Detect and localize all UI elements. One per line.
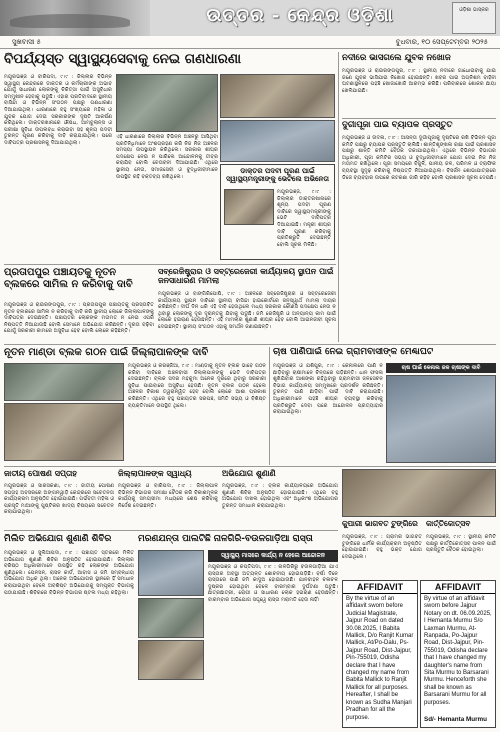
section-title: ଉତ୍ତର - କେନ୍ଦ୍ର ଓଡ଼ିଶା <box>206 5 394 26</box>
masthead <box>0 0 500 36</box>
article-body: ମୟୂରଭଞ୍ଜ ଓ ଉଦଳା, ୯।୯ : ଆସନ୍ତା ଦୁର୍ଗାପୂଜାକୁ ଦୃଷ୍ଟିରେ ରଖି ବିଭିନ୍ନ ପୂଜା କମିଟି ପକ୍ଷରୁ ବ୍ୟାପକ ପ୍ରସ୍ତୁତି ଚାଲିଛି। ଶାନ୍ତିଶୃଙ୍ଖଳା ରକ୍ଷା ପାଇଁ ପ୍ରଶାସନ ପକ୍ଷରୁ ଶାନ୍ତି କମିଟି ବୈଠକ ଡକାଯାଇଥିଲା। ଏଥିରେ ବିଭିନ୍ନ ବିଭାଗର ଅଧିକାରୀ, ପୂଜା କମିଟିର ସଭ୍ୟ ଓ ବୁଦ୍ଧିଜୀବୀମାନେ ଯୋଗ ଦେଇ ନିଜ ନିଜ ମତାମତ ରଖିଥିଲେ। ପୂଜା ସମୟରେ ବିଜୁଳି, ପାନୀୟ ଜଳ, ପରିମଳ ଓ ଟ୍ରାଫିକ ବ୍ୟବସ୍ଥା ସୁଦୃଢ଼ କରିବାକୁ ନିଷ୍ପତ୍ତି ନିଆଯାଇଥିଲା। ବିସର୍ଜନ ଶୋଭାଯାତ୍ରାରେ ଡିଜେ ବ୍ୟବହାର ଉପରେ କଟକଣା ଜାରି ରହିବ ବୋଲି ପ୍ରଶାସନ ସୂଚନା ଦେଇଛି। <box>342 135 496 181</box>
article-photo <box>116 74 218 132</box>
article-headline: ଅଭିଯୋଗ ଶୁଣାଣି <box>222 469 276 478</box>
affidavit-body: By virtue of an affidavit sworn before Jajpur Notary on dt. 06.09.2025, I Hemanta Murmu S/o Laxman Murmu, At-Ranpada, Po-Jajpur Road, Dist-Jajpur, Pin-755019, Odisha declare that I have changed my daughter's name from Sita Murmu to Barsarani Murmu. Henceforth she shall be known as Barsarani Murmu for all purposes. <box>424 596 492 706</box>
article-headline: ଚାଷ ପାଣିପାଇଁ ନେଇ ଗ୍ରାମବାସୀଙ୍କ ମେଣ୍ଢାଘଟ <box>273 347 434 357</box>
article-body: ମୟୂରଭଞ୍ଜ ଓ କପ୍ତିପଦା, ୯।୯ : ନାଳଗିରିରୁ ବଉଳଗାଡ଼ିଆ ଯାଏ ରାସ୍ତାର ଅବସ୍ଥା ଅତ୍ୟନ୍ତ ଶୋଚନୀୟ ହୋଇପଡ଼ିଛି। ବର୍ଷା ଦିନେ ରାସ୍ତାରେ ପାଣି ଜମି କାଦୁଅ ହୋଇଯାଉଛି। ଯାନବାହନ ଚଳାଚଳ ଦୁଷ୍କର ହୋଇଥିବା ବେଳେ ବାରମ୍ବାର ଦୁର୍ଘଟଣା ଘଟୁଛି। ଛାତ୍ରଛାତ୍ରୀ, ରୋଗୀ ଓ ସାଧାରଣ ଲୋକ ହଇରାଣ ହେଉଛନ୍ତି। ବାରମ୍ବାର ଅଭିଯୋଗ ସତ୍ତ୍ୱେ ରାସ୍ତା ମରାମତି ହେଉ ନାହିଁ। <box>208 564 338 603</box>
article-photo <box>220 74 335 118</box>
sub-article-body: ମୟୂରଭଞ୍ଜ, ୯।୯ : ଜିଲ୍ଲାର ଡାକ୍ତରଖାନାରେ ଶୂନ୍ୟ ପଦବୀ ପୂରଣ ଦାବିରେ ସ୍ୱାସ୍ଥ୍ୟମନ୍ତ୍ରୀଙ୍କୁ ଭେଟି ଦାବିପତ୍ର ଦିଆଯାଇଛି। ମନ୍ତ୍ରୀ ଶୀଘ୍ର ଦାବି ପୂରଣ କରିବାକୁ ପ୍ରତିଶ୍ରୁତି ଦେଇଛନ୍ତି ବୋଲି ସୂଚନା ମିଳିଛି। <box>277 189 331 248</box>
article-headline: ମରଣଯନ୍ତା ପାଲଟିଛି ନାଳଗିରି-ବଉଳଗାଡ଼ିଆ ରାସ୍ତା <box>138 534 313 544</box>
article-headline: ଜିଲ୍ଲାପାଳଙ୍କ ସ୍ୱାଧ୍ୟ <box>118 469 192 478</box>
newspaper-logo: ଓଡ଼ିଶା ଭାସ୍କର <box>452 2 496 34</box>
affidavit-signature: Sd/- Hemanta Murmu <box>424 716 487 723</box>
issue-date: ବୁଧବାର, ୧୦ ସେପ୍ଟେମ୍ବର ୨୦୨୫ <box>395 38 488 46</box>
article-banner: ସ୍ୱାସ୍ଥ୍ୟ ମାସରେ କାର୍ଯ୍ୟ ନ ହେଲେ ଆନ୍ଦୋଳନ <box>208 550 338 562</box>
article-body: ମୟୂରଭଞ୍ଜ ଓ ଯଶିପୁର, ୯।୯ : କେନାଲରେ ପାଣି ନ ଛାଡ଼ିବାରୁ ଚାଷୀମାନେ ଚିନ୍ତାରେ ପଡ଼ିଛନ୍ତି। ଧାନ ଫସଲ ଶୁଖିଯିବାର ଆଶଙ୍କା ରହିଥିବାରୁ ଗ୍ରାମବାସୀ ଜଳସେଚନ ବିଭାଗ କାର୍ଯ୍ୟାଳୟ ସମ୍ମୁଖରେ ପ୍ରଦର୍ଶନ କରିଛନ୍ତି। ତୁରନ୍ତ ପାଣି ଛାଡ଼ିବା ପାଇଁ ଦାବି କରାଯାଇଛି। ଅଧିକାରୀମାନେ ପହଞ୍ଚି ଶୀଘ୍ର ବ୍ୟବସ୍ଥା କରିବାକୁ ପ୍ରତିଶ୍ରୁତି ଦେବା ପରେ ଆନ୍ଦୋଳନ ପ୍ରତ୍ୟାହାର କରାଯାଇଥିଲା। <box>273 363 383 416</box>
article-body: ଏହି ଧାରଣାରେ ଜିଲ୍ଲାର ବିଭିନ୍ନ ଅଞ୍ଚଳରୁ ଆସିଥିବା ପ୍ରତିନିଧିମାନେ ଅଂଶଗ୍ରହଣ କରି ନିଜ ନିଜ ଅଞ୍ଚଳର ସମସ୍ୟା ଉପସ୍ଥାପନ କରିଥିଲେ। ସରକାର ଶୀଘ୍ର ପଦକ୍ଷେପ ନେଇ ନ ପାରିଲେ ଆନ୍ଦୋଳନକୁ ତୀବ୍ର କରାଯିବ ବୋଲି ଚେତାବନୀ ଦିଆଯାଇଛି। ଏଥିରେ ସ୍ଥାନୀୟ ନେତା, ସମାଜସେବୀ ଓ ବୁଦ୍ଧିଜୀବୀମାନେ ଉପସ୍ଥିତ ରହି ବକ୍ତବ୍ୟ ରଖିଥିଲେ। <box>116 134 218 180</box>
article-headline: ପ୍ରତାପପୁର ପଞ୍ଚାୟତକୁ ନୂତନ ବ୍ଲକରେ ସାମିଲ ନ କରିବାକୁ ଦାବି <box>4 267 133 290</box>
article-photo <box>138 598 204 638</box>
article-headline: କୁପାରୀ ଭାଗବତ ଟୁଙ୍ଗିରେ <box>342 520 418 528</box>
article-body: ମୟୂରଭଞ୍ଜ ଓ କରଞ୍ଜିଆ, ୯।୯ : ମାଣ୍ଡାକୁ ନୂତନ ବ୍ଲକ ଭାବେ ଗଠନ କରିବା ଦାବିରେ ଅଞ୍ଚଳବାସୀ ଜିଲ୍ଲାପାଳଙ୍କୁ ଭେଟି ଦାବିପତ୍ର ଦେଇଛନ୍ତି। ବ୍ଲକ ସଦର ମହକୁମା ଅନେକ ଦୂରରେ ଥିବାରୁ ସରକାରୀ ସୁବିଧା ପାଇବାରେ ଅସୁବିଧା ହେଉଛି। ନୂତନ ବ୍ଲକ ଗଠନ ହେଲେ ଅଞ୍ଚଳର ବିକାଶ ତ୍ୱରାନ୍ୱିତ ହେବ ବୋଲି ଲୋକେ ଆଶା ପ୍ରକାଶ କରିଛନ୍ତି। ଏଥିରେ ବହୁ ପଞ୍ଚାୟତର ସରପଞ୍ଚ, ସମିତି ସଭ୍ୟ ଓ ବିଶିଷ୍ଟ ବ୍ୟକ୍ତିମାନେ ଉପସ୍ଥିତ ଥିଲେ। <box>128 363 266 409</box>
affidavit-body: By the virtue of an affidavit sworn before Judicial Magistrate, Jajpur Road on dated 30.08.2025, I Babita Mallick, D/o Ranjit Kumar Mallick, At/Po-Dalu, Ps-Jajpur Road, Dist-Jajpur, Pin-755019, Odisha declare that I have changed my name from Babita Mallick to Ranjit Mallick for all purposes. Hereafter, I shall be known as Sudha Manjari Pradhan for all the purpose. <box>346 596 414 721</box>
masthead-photo-detail <box>10 14 130 28</box>
article-body: ମୟୂରଭଞ୍ଜ ଓ ରାଇରଙ୍ଗପୁର, ୯।୯ : ପ୍ରତାପପୁର ପଞ୍ଚାୟତକୁ ପ୍ରସ୍ତାବିତ ନୂତନ ବ୍ଲକରେ ସାମିଲ ନ କରିବାକୁ ଦାବି କରି ସ୍ଥାନୀୟ ଲୋକେ ଜିଲ୍ଲାପାଳଙ୍କୁ ଦାବିପତ୍ର ଦେଇଛନ୍ତି। ପଞ୍ଚାୟତର ଲୋକଙ୍କ ମତାମତ ନ ନେଇ ଏପରି ନିଷ୍ପତ୍ତି ନିଆଯାଉଛି ବୋଲି ସେମାନେ ଅଭିଯୋଗ କରିଛନ୍ତି। ଦୂରତା ବଢ଼ିବା ଯୋଗୁଁ ସରକାରୀ କାମରେ ଅସୁବିଧା ହେବ ବୋଲି ଲୋକେ କହିଛନ୍ତି। <box>4 302 154 335</box>
article-photo <box>220 120 335 162</box>
affidavit-box <box>420 580 496 728</box>
article-body: ମୟୂରଭଞ୍ଜ, ୯।୯ : ସ୍ଥାନୀୟ କମିଟି ପକ୍ଷରୁ କାର୍ତ୍ତିକୋତ୍ସବ ପାଳନ ପାଇଁ ପ୍ରସ୍ତୁତି ବୈଠକ ହୋଇଥିଲା। <box>426 534 496 554</box>
article-headline: ଦୁର୍ଗାପୂଜା ପାଇଁ ବ୍ୟାପକ ପ୍ରସ୍ତୁତି <box>342 121 453 130</box>
article-headline: ନୂତନ ମାଣ୍ଡା ବ୍ଲକ ଗଠନ ପାଇଁ ଜିଲ୍ଲାପାଳଙ୍କ ଦାବି <box>4 347 209 358</box>
article-photo <box>4 363 124 401</box>
sub-article-headline: ଡାକ୍ତର ପଦବୀ ପୂରଣ ପାଇଁ ସ୍ୱାସ୍ଥ୍ୟମନ୍ତ୍ରୀଙ୍କୁ ଭେଟିଲେ ଅଭିନେତା <box>226 167 329 184</box>
article-headline: ସବ୍‌ରେଜିଷ୍ଟ୍ରାର ଓ ସବ୍‌ଟ୍ରେଜେରୀ କାର୍ଯ୍ୟାଳୟ ସ୍ଥାପନ ପାଇଁ ଜନସାଧାରଣ ମାମଲା <box>158 267 334 286</box>
article-headline: କାର୍ତ୍ତିକୋତ୍ସବ <box>426 520 471 528</box>
article-photo <box>342 469 496 517</box>
article-body: ମୟୂରଭଞ୍ଜ, ୯।୯ : ଗ୍ରାମର ଭାଗବତ ଟୁଙ୍ଗିରେ ଧାର୍ମିକ କାର୍ଯ୍ୟକ୍ରମ ଅନୁଷ୍ଠିତ ହୋଇଯାଇଛି। ବହୁ ଭକ୍ତ ଯୋଗ ଦେଇଥିଲେ। <box>342 534 422 560</box>
column-rule <box>269 347 270 465</box>
article-body: ମୟୂରଭଞ୍ଜ ଓ ସାରସକଣା, ୯।୯ : ଜାତୀୟ ପୋଷଣ ସପ୍ତାହ ଅବସରରେ ଅଙ୍ଗନୱାଡ଼ି କେନ୍ଦ୍ରରେ ସଚେତନତା କାର୍ଯ୍ୟକ୍ରମ ଅନୁଷ୍ଠିତ ହୋଇଯାଇଛି। ଗର୍ଭବତୀ ମହିଳା ଓ ପ୍ରସୂତି ମାଆଙ୍କୁ ପୁଷ୍ଟିକର ଖାଦ୍ୟ ବିଷୟରେ ସଚେତନ କରାଯାଇଥିଲା। <box>4 483 114 516</box>
article-body: ମୟୂରଭଞ୍ଜ ଓ ବାରିପଦା, ୯।୯ : ଜିଲ୍ଲାର ବିଭିନ୍ନ ସ୍ୱାସ୍ଥ୍ୟ କେନ୍ଦ୍ରରେ ଡାକ୍ତର ଓ କର୍ମଚାରୀଙ୍କ ଅଭାବ ଯୋଗୁଁ ସାଧାରଣ ଲୋକଙ୍କୁ ଚିକିତ୍ସା ପାଇଁ ଅସୁବିଧାର ସମ୍ମୁଖୀନ ହେବାକୁ ପଡୁଛି। ଏହାର ପ୍ରତିବାଦରେ ସ୍ଥାନୀୟ ବାସିନ୍ଦା ଓ ବିଭିନ୍ନ ସଂଗଠନ ପକ୍ଷରୁ ଗଣଧାରଣା ଦିଆଯାଇଥିଲା। ଧାରଣାରେ ବହୁ ସଂଖ୍ୟାରେ ମହିଳା ଓ ଯୁବକ ଯୋଗ ଦେଇ ସରକାରଙ୍କ ଦୃଷ୍ଟି ଆକର୍ଷଣ କରିଥିଲେ। ଡାକ୍ତରଖାନାରେ ଔଷଧ, ଆମ୍ବୁଲାନ୍ସ ଓ ପରୀକ୍ଷା ସୁବିଧା ଉପଲବ୍ଧ କରାଇବା ସହ ଶୂନ୍ୟ ପଦବୀ ତୁରନ୍ତ ପୂରଣ କରିବାକୁ ଦାବି କରାଯାଇଥିଲା। ପରେ ଦାବିପତ୍ର ପ୍ରଶାସନକୁ ଦିଆଯାଇଥିଲା। <box>4 74 112 146</box>
article-body: ମୟୂରଭଞ୍ଜ ଓ ବାରିପଦା, ୯।୯ : ଜିଲ୍ଲାପାଳ ବିଭିନ୍ନ ବିଭାଗର ସମୀକ୍ଷା ବୈଠକ କରି ବିକାଶମୂଳକ କାର୍ଯ୍ୟକୁ ସମୟସୀମା ମଧ୍ୟରେ ଶେଷ କରିବାକୁ ନିର୍ଦ୍ଦେଶ ଦେଇଛନ୍ତି। <box>118 483 218 509</box>
article-body: ମୟୂରଭଞ୍ଜ ଓ ବାଙ୍ଗିରିପୋଷି, ୯।୯ : ଅଞ୍ଚଳରେ ସବ୍‌ରେଜିଷ୍ଟ୍ରାର ଓ ସବ୍‌ଟ୍ରେଜେରୀ କାର୍ଯ୍ୟାଳୟ ସ୍ଥାପନ ଦାବିରେ ସ୍ଥାନୀୟ ବାସିନ୍ଦା ହାଇକୋର୍ଟରେ ଜନସ୍ୱାର୍ଥ ମାମଲା ଦାୟର କରିଛନ୍ତି। ଦୀର୍ଘ ଦିନ ଧରି ଏହି ଦାବି ହେଉଥିଲେ ମଧ୍ୟ ସରକାର କୌଣସି ପଦକ୍ଷେପ ନେଉ ନ ଥିବାରୁ ଲୋକଙ୍କୁ ଦୂର ଦୂରାନ୍ତକୁ ଯିବାକୁ ପଡୁଛି। ଜମି ରେଜିଷ୍ଟ୍ରି ଓ ଅନ୍ୟାନ୍ୟ କାମ ପାଇଁ ଲୋକେ ହଇରାଣ ହେଉଛନ୍ତି। ଏହି ମାମଲାର ଶୁଣାଣି ଶୀଘ୍ର ହେବ ବୋଲି ଆଇନଜୀବୀ ସୂଚନା ଦେଇଛନ୍ତି। ସ୍ଥାନୀୟ ସଂଗଠନ ଏହାକୁ ସମର୍ଥନ ଜଣାଇଛନ୍ତି। <box>158 291 336 330</box>
article-photo <box>386 375 496 463</box>
article-headline: ମିଲିତ ଅଭିଯୋଗ ଶୁଣାଣି ଶିବିର <box>4 534 112 544</box>
divider <box>4 264 336 265</box>
article-photo <box>138 640 204 680</box>
article-photo <box>224 189 274 225</box>
info-bar <box>0 36 500 49</box>
affidavit-heading: AFFIDAVIT <box>421 581 495 594</box>
photo-caption: ଚାଷ ପାଇଁ କେନାଲ ଜଳ ଚାଷୀଙ୍କ ଦାବି <box>386 363 496 373</box>
divider <box>4 344 496 345</box>
divider <box>4 530 338 531</box>
divider <box>342 118 496 119</box>
article-body: ମୟୂରଭଞ୍ଜ, ୯।୯ : ବ୍ଲକ କାର୍ଯ୍ୟାଳୟରେ ଅଭିଯୋଗ ଶୁଣାଣି ଶିବିର ଅନୁଷ୍ଠିତ ହୋଇଯାଇଛି। ଏଥିରେ ବହୁ ଅଭିଯୋଗ ଦାଖଲ ହୋଇଥିଲା ଏବଂ ଅଧିକାଂଶ ଅଭିଯୋଗର ତୁରନ୍ତ ସମାଧାନ କରାଯାଇଥିଲା। <box>222 483 338 509</box>
article-headline: ଜାତୀୟ ପୋଷଣ ସପ୍ତାହ <box>4 469 77 478</box>
column-rule <box>338 52 339 342</box>
article-photo <box>138 550 204 596</box>
article-body: ମୟୂରଭଞ୍ଜ ଓ ସୁଲିଆପଦା, ୯।୯ : ପଞ୍ଚାୟତ ସ୍ତରରେ ମିଳିତ ଅଭିଯୋଗ ଶୁଣାଣି ଶିବିର ଅନୁଷ୍ଠିତ ହୋଇଯାଇଛି। ଜିଲ୍ଲାର ବରିଷ୍ଠ ଅଧିକାରୀମାନେ ଉପସ୍ଥିତ ରହି ଲୋକଙ୍କ ଅଭିଯୋଗ ଶୁଣିଥିଲେ। ପେନସନ, ରାସନ କାର୍ଡ, ଆବାସ ଓ ଜମି ସମ୍ବନ୍ଧୀୟ ଅଭିଯୋଗ ଅଧିକ ଥିଲା। ଅନେକ ଅଭିଯୋଗର ସ୍ଥାନରେ ହିଁ ସମାଧାନ କରାଯାଇଥିବା ବେଳେ ଅବଶିଷ୍ଟ ଅଭିଯୋଗକୁ ସମ୍ପୃକ୍ତ ବିଭାଗକୁ ପଠାଯାଇଛି। ଶିବିରରେ ବିଭିନ୍ନ ବିଭାଗର ଷ୍ଟଲ ମଧ୍ୟ ରହିଥିଲା। <box>4 550 134 596</box>
page-label: ସୁଖବାସୀ ୫ <box>12 38 41 46</box>
article-headline: ବିପର୍ଯ୍ୟସ୍ତ ସ୍ୱାସ୍ଥ୍ୟସେବାକୁ ନେଇ ଗଣଧାରଣା <box>4 52 242 67</box>
article-body: ମୟୂରଭଞ୍ଜ ଓ ରାଇରଙ୍ଗପୁର, ୯।୯ : ସ୍ଥାନୀୟ ନଦୀରେ ଗାଧୋଇବାକୁ ଯାଇ ଜଣେ ଯୁବକ ଭାସିଯାଇ ନିଖୋଜ ହୋଇଛନ୍ତି। ଖବର ପାଇ ଅଗ୍ନିଶମ ବାହିନୀ ଘଟଣାସ୍ଥଳରେ ପହଞ୍ଚି ଖୋଜାଖୋଜି ଆରମ୍ଭ କରିଛି। ପରିବାରରେ ଶୋକର ଛାୟା ଖେଳିଯାଇଛି। <box>342 68 496 94</box>
affidavit-heading: AFFIDAVIT <box>343 581 417 594</box>
article-headline: ନଦୀରେ ଭାସିଗଲେ ଯୁବକ ନିଖୋଜ <box>342 54 451 63</box>
sub-article-box <box>220 164 335 260</box>
divider <box>4 466 496 467</box>
affidavit-box <box>342 580 418 728</box>
article-photo <box>4 403 124 461</box>
